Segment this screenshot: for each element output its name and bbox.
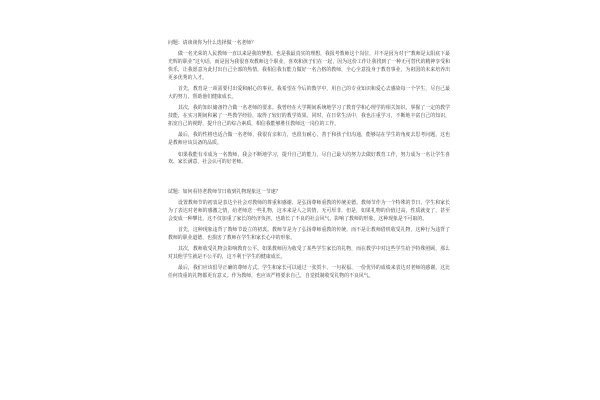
answer-2-paragraph-2: 首先，这种现象违背了教师节设立的初衷。教师节是为了弘扬尊师重教的传统，而不是让教师借机收受礼物，这种行为违背了教师的职业道德，也损害了教师在学生和家长心中的形象。 — [168, 227, 450, 241]
section-gap — [168, 171, 450, 189]
answer-1-paragraph-5: 如果我能有幸成为一名教师，我会不断地学习，提升自己的能力，尽自己最大的努力去做好教育工作，努力成为一名让学生喜欢、家长满意、社会认可的好老师。 — [168, 151, 450, 166]
question-2-title: 试题：如何看待老教师节日收到礼物现象这一节速？ — [168, 188, 281, 195]
answer-1-paragraph-2: 首先，教育是一项需要付出爱和耐心的事业。我希望在今后的教学中，用自己的专业知识和爱心去感染每一个学生，尽自己最大的努力，帮助他们健康成长。 — [168, 86, 450, 100]
answer-2-paragraph-1: 设置教师节的初衷是表达全社会对教师的尊重和感谢，是弘扬尊师重教的传统美德。教师节作为一个特殊的节日，学生和家长为了表达对老师的感激之情，给老师送一些礼物，这本来是人之常情，无可厚非，但是，如果礼物的价值过高，性质就变了，甚至会变成一种攀比，这不仅加重了家长的经济负担，也助长了不良的社会风气，影响了教师的形象，这种现象是不可取的。 — [168, 200, 450, 222]
question-1-title: 问题：请谈谈你为什么选择做一名老师？ — [168, 40, 257, 46]
answer-1-paragraph-1: 做一名光荣的人民教师一直以来是我的梦想，也是我最真实的理想，我报考教师这个岗位，并不是因为对于“教师是太阳底下最光辉的职业”这句话，而是因为我很喜欢教师这个职业，喜欢和孩子们在一起，因为这份工作让我找到了一种无可替代的精神享受和快乐，让我愿意为此付出自己全部的热情，我相信我有能力做好一名合格的教师，全心全意投身于教育事业，为祖国的未来培养出更多优秀的人才。 — [168, 51, 450, 81]
answer-2-paragraph-4: 最后，我们应该倡导正确的尊师方式。学生和家长可以通过一张贺卡、一句祝福、一份优异的成绩来表达对老师的感谢，这比任何贵重的礼物都更有意义。作为教师，也应该严格要求自己，自觉抵制收受礼物的不良风气。 — [168, 265, 450, 280]
answer-2-paragraph-3: 其次，教师收受礼物会影响教育公平。如果教师因为收受了某些学生家长的礼物，而在教学中对这些学生给予特殊照顾，那么对其他学生就是不公平的，这不利于学生的健康成长。 — [168, 246, 450, 261]
answer-1-paragraph-4: 最后，我的性格也适合做一名老师，我很有亲和力，也很有耐心，善于和孩子们沟通，能够站在学生的角度去思考问题，这也是教师应该具备的品质。 — [168, 132, 450, 147]
answer-1-paragraph-3: 其次，我的知识储备符合做一名老师的要求。我曾经在大学期间系统地学习了教育学和心理学的相关知识，掌握了一定的教学技能，在实习期间积累了一些教学经验，取得了较好的教学效果。同时，在日常生活中，我也注重学习，不断地丰富自己的知识，拓宽自己的视野，提升自己的综合素质，相信我能够胜任教师这一岗位的工作。 — [168, 105, 450, 127]
